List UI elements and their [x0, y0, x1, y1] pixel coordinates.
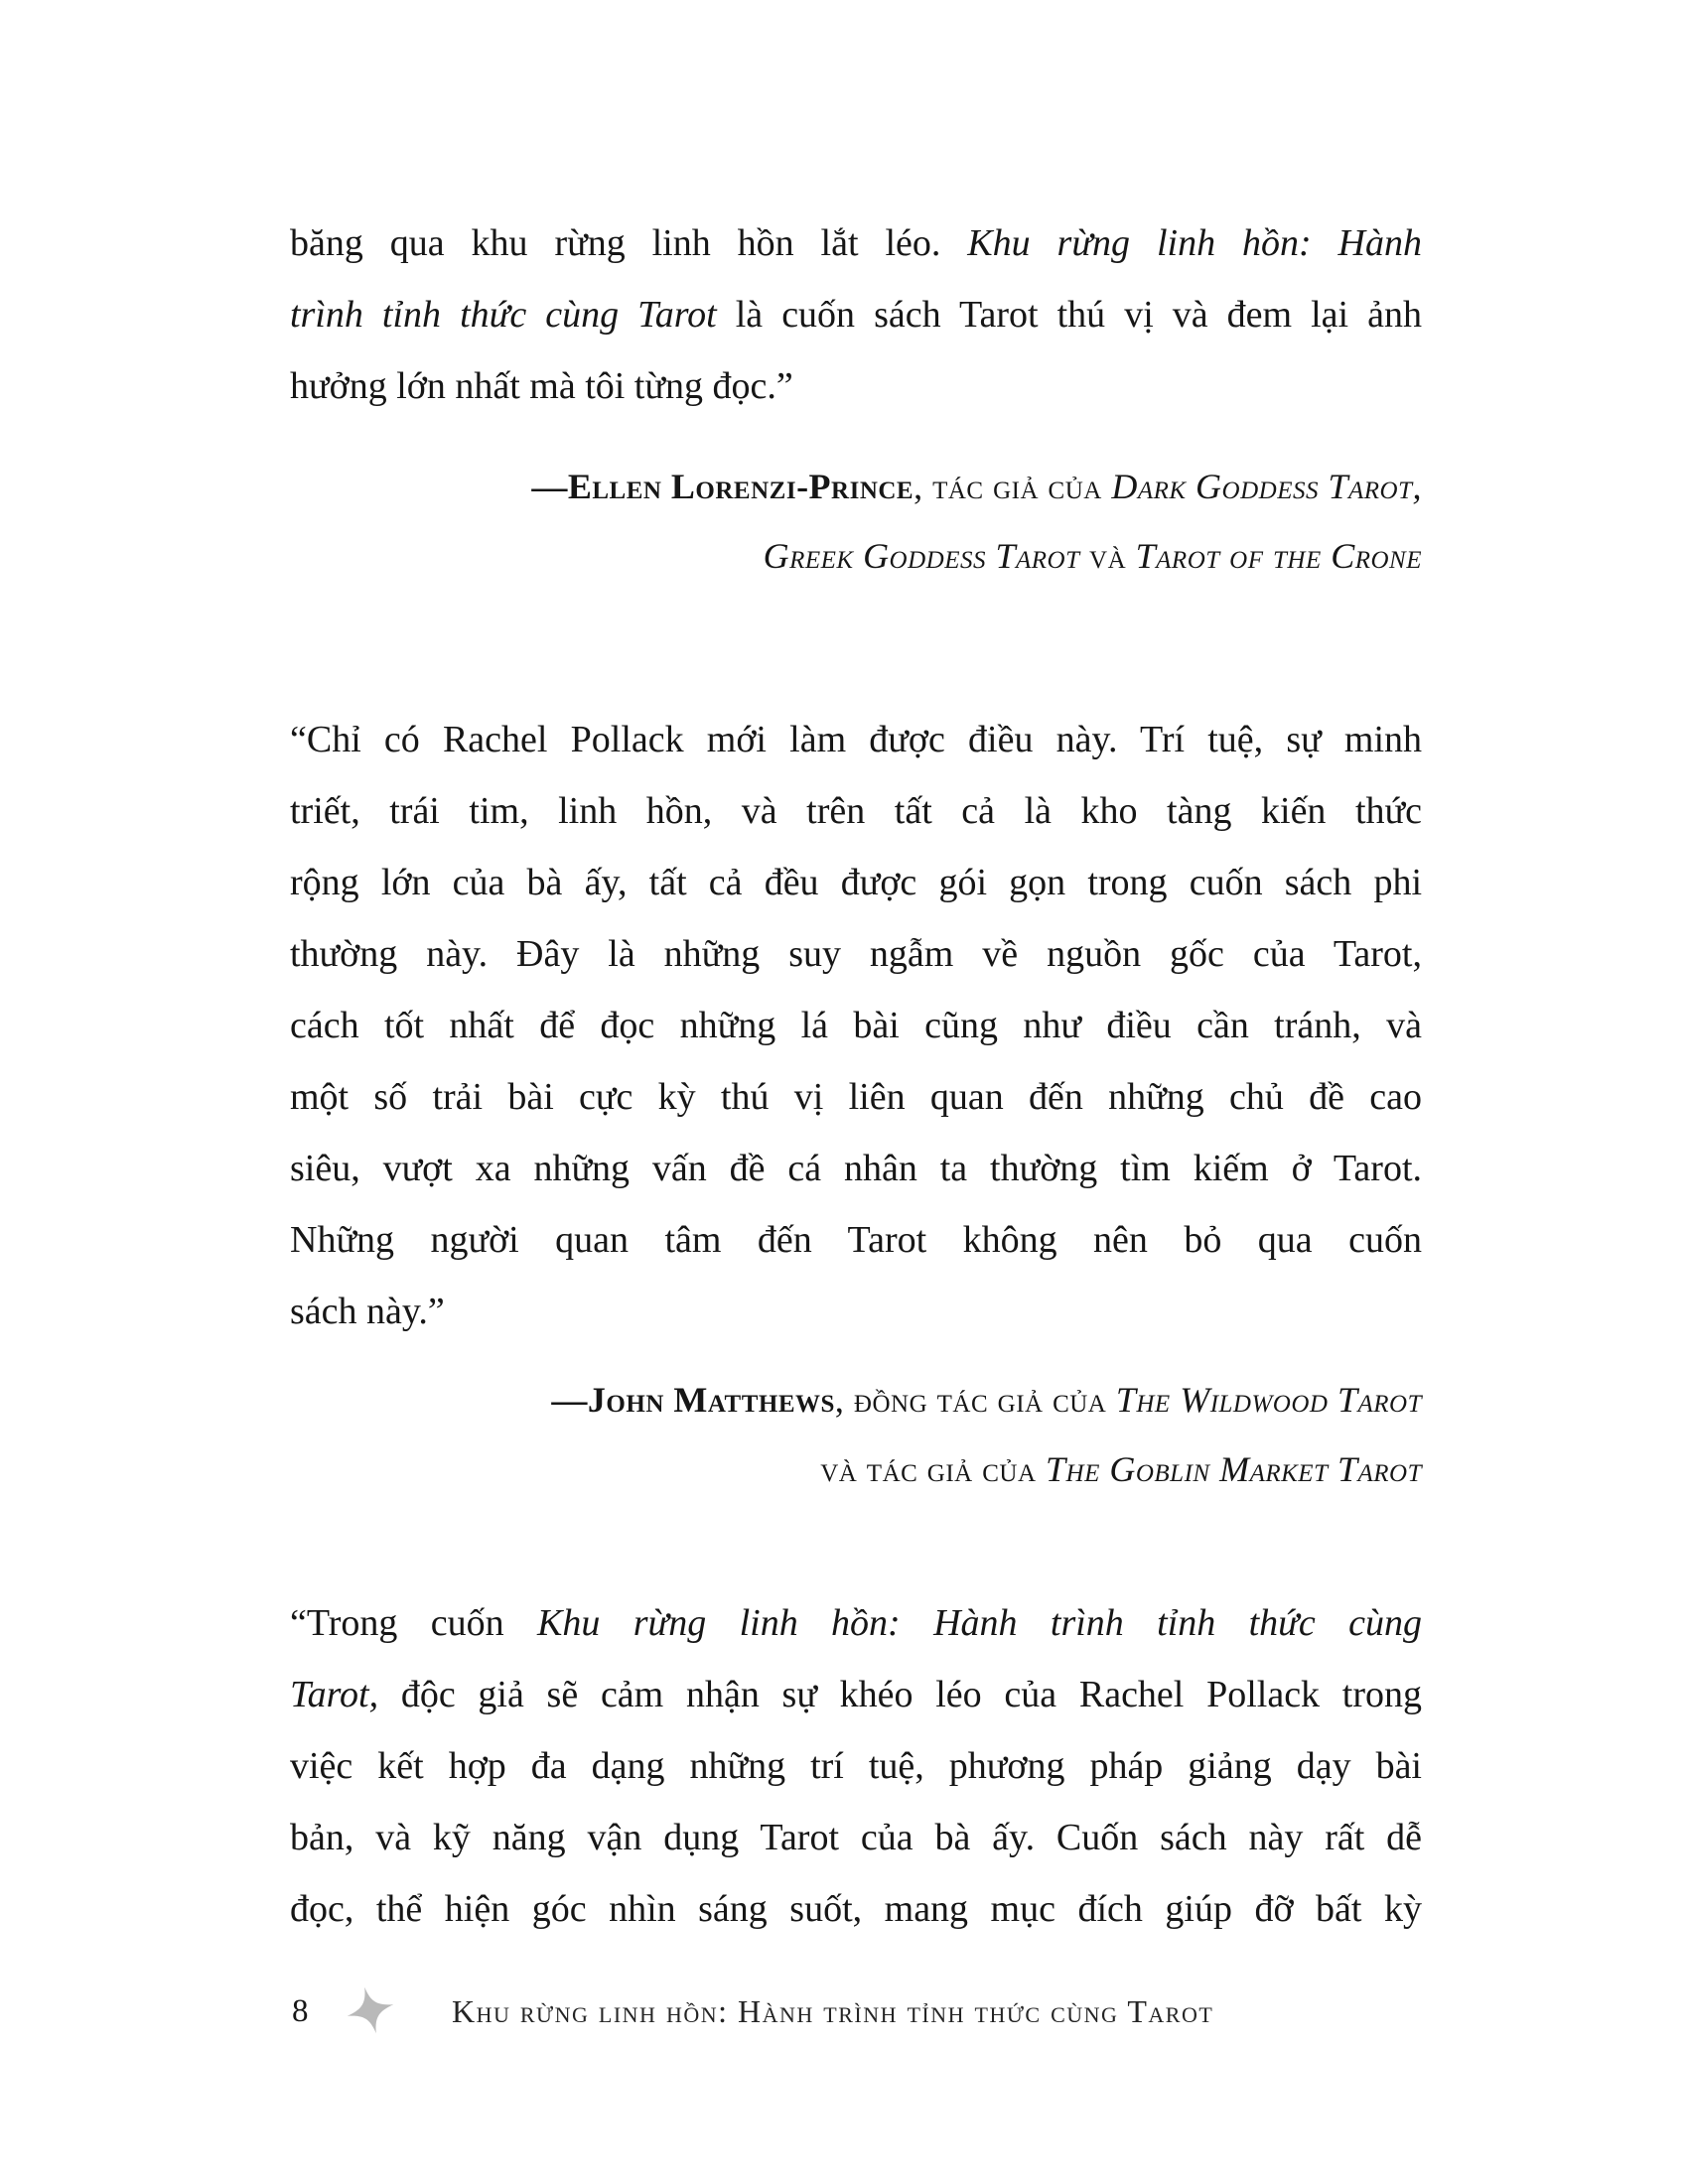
quote-line	[290, 207, 1422, 279]
reviewer-role: , tác giả của	[914, 467, 1112, 506]
reviewed-work-title: The Goblin Market Tarot	[1046, 1449, 1422, 1489]
reviewer-name: —Ellen Lorenzi-Prince	[531, 467, 914, 506]
quote-line: rộng lớn của bà ấy, tất cả đều được gói gọn trong cuốn sách phi	[290, 862, 1422, 903]
reviewer-role: , đồng tác giả của	[834, 1380, 1116, 1420]
attribution-1	[290, 452, 1422, 591]
quote-line: Những người quan tâm đến Tarot không nên bỏ qua cuốn	[290, 1219, 1422, 1261]
quote-text-segment: băng qua khu rừng linh hồn lắt léo.	[290, 222, 968, 264]
testimonial-quote-2	[290, 704, 1422, 1347]
sparkle-star-icon	[340, 1976, 400, 2045]
quote-text-segment: là cuốn sách Tarot thú vị và đem lại ảnh	[716, 294, 1422, 336]
book-title-italic: trình tỉnh thức cùng Tarot	[290, 294, 717, 336]
quote-text-segment: “Trong cuốn	[290, 1602, 537, 1644]
quote-line	[290, 1587, 1422, 1659]
quote-line: thường này. Đây là những suy ngẫm về nguồn gốc của Tarot,	[290, 933, 1422, 975]
quote-text-segment: việc kết hợp đa dạng những trí tuệ, phương pháp giảng dạy bài	[290, 1745, 1422, 1787]
running-footer-title: Khu rừng linh hồn: Hành trình tỉnh thức cùng Tarot	[452, 1993, 1214, 2029]
quote-text-segment: độc giả sẽ cảm nhận sự khéo léo của Rachel Pollack trong	[378, 1674, 1422, 1715]
reviewer-role: và tác giả của	[820, 1449, 1047, 1489]
quote-text-segment: bản, và kỹ năng vận dụng Tarot của bà ấy. Cuốn sách này rất dễ	[290, 1817, 1422, 1858]
quote-line: siêu, vượt xa những vấn đề cá nhân ta thường tìm kiếm ở Tarot.	[290, 1148, 1422, 1189]
book-title-italic: Tarot,	[290, 1674, 379, 1715]
quote-text-segment: đọc, thể hiện góc nhìn sáng suốt, mang mục đích giúp đỡ bất kỳ	[290, 1888, 1422, 1930]
reviewed-work-title: Tarot of the Crone	[1135, 536, 1422, 576]
quote-line	[290, 350, 1422, 422]
attribution-2	[290, 1365, 1422, 1504]
attribution-line	[290, 1434, 1422, 1504]
reviewer-name: —John Matthews	[551, 1380, 835, 1420]
reviewed-work-title: Dark Goddess Tarot,	[1111, 467, 1422, 506]
quote-line: cách tốt nhất để đọc những lá bài cũng như điều cần tránh, và	[290, 1005, 1422, 1046]
quote-line: triết, trái tim, linh hồn, và trên tất cả là kho tàng kiến thức	[290, 790, 1422, 832]
attribution-line	[290, 521, 1422, 591]
quote-line	[290, 1730, 1422, 1802]
reviewer-role: và	[1079, 536, 1136, 576]
quote-line: sách này.”	[290, 1291, 445, 1332]
attribution-line	[290, 1365, 1422, 1434]
book-title-italic: Khu rừng linh hồn: Hành trình tỉnh thức cùng	[537, 1602, 1423, 1644]
quote-text-segment: hưởng lớn nhất mà tôi từng đọc.”	[290, 365, 793, 407]
quote-line	[290, 1802, 1422, 1873]
reviewed-work-title: Greek Goddess Tarot	[763, 536, 1080, 576]
quote-line	[290, 1659, 1422, 1730]
attribution-line	[290, 452, 1422, 521]
quote-line	[290, 1873, 1422, 1945]
page-number: 8	[292, 1993, 309, 2029]
quote-line: một số trải bài cực kỳ thú vị liên quan đến những chủ đề cao	[290, 1076, 1422, 1118]
testimonial-quote-1	[290, 207, 1422, 422]
quote-line: “Chỉ có Rachel Pollack mới làm được điều này. Trí tuệ, sự minh	[290, 719, 1422, 760]
book-title-italic: Khu rừng linh hồn: Hành	[967, 222, 1422, 264]
testimonial-quote-3	[290, 1587, 1422, 1945]
reviewed-work-title: The Wildwood Tarot	[1115, 1380, 1422, 1420]
quote-line	[290, 279, 1422, 350]
